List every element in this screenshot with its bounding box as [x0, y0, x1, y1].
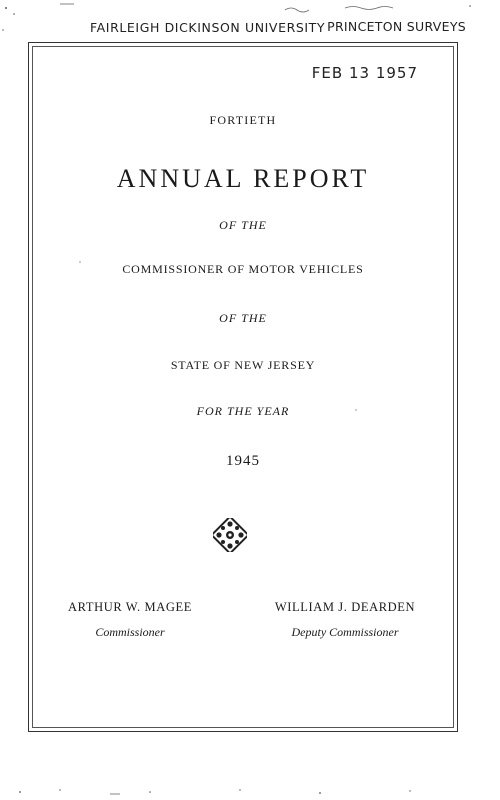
commissioner-name: ARTHUR W. MAGEE — [68, 600, 192, 614]
floral-ornament-icon — [213, 518, 247, 552]
state-name: STATE OF NEW JERSEY — [170, 358, 316, 372]
library-stamp-right: PRINCETON SURVEYS — [327, 19, 466, 34]
deputy-commissioner-title: Deputy Commissioner — [291, 625, 399, 639]
office-name: COMMISSIONER OF MOTOR VEHICLES — [122, 262, 364, 276]
report-title: ANNUAL REPORT — [116, 164, 370, 193]
of-the-line-1: OF THE — [219, 218, 267, 232]
library-stamp-left: FAIRLEIGH DICKINSON UNIVERSITY — [90, 20, 326, 35]
for-the-year-line: FOR THE YEAR — [196, 404, 290, 418]
date-received-stamp: FEB 13 1957 — [311, 64, 418, 82]
deputy-commissioner-name: WILLIAM J. DEARDEN — [274, 600, 416, 614]
commissioner-signature-block — [40, 600, 220, 640]
report-year: 1945 — [226, 453, 260, 469]
commissioner-title: Commissioner — [95, 625, 165, 639]
report-ordinal: FORTIETH — [209, 113, 277, 127]
deputy-commissioner-signature-block — [250, 600, 440, 640]
of-the-line-2: OF THE — [219, 311, 267, 325]
